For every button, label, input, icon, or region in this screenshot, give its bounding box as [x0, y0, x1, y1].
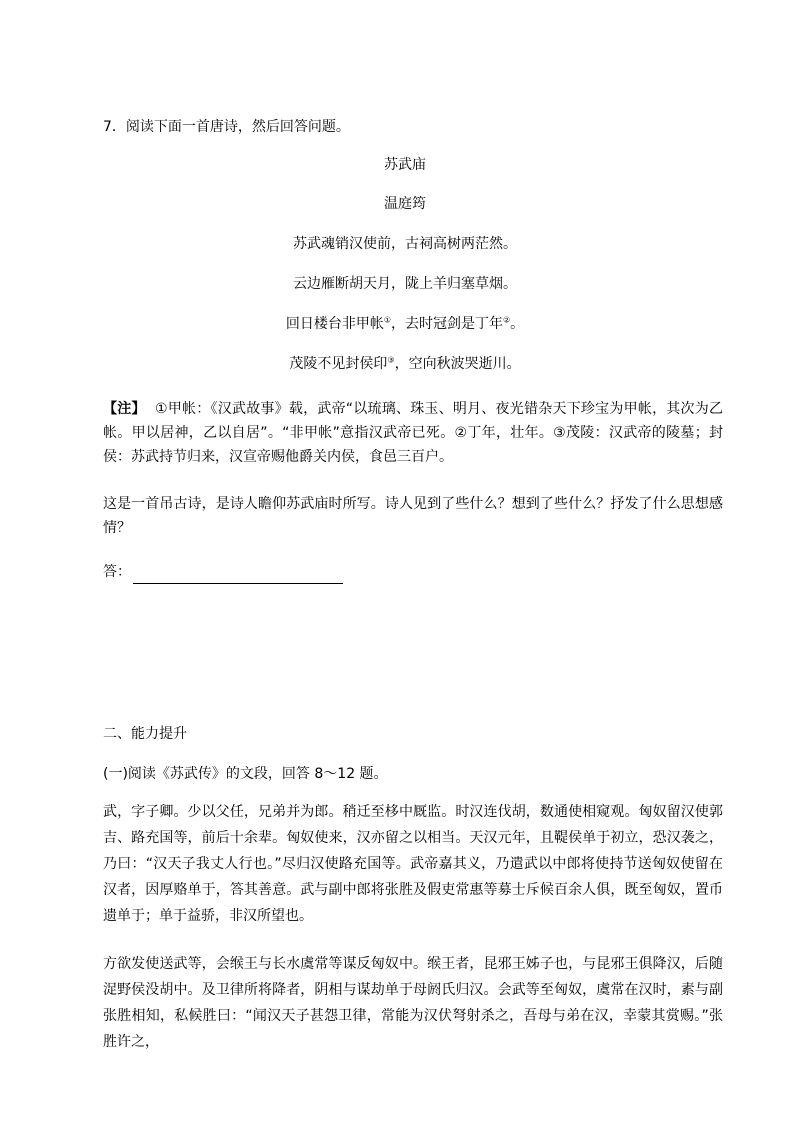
passage-paragraph-2: 方欲发使送武等，会缑王与长水虞常等谋反匈奴中。缑王者，昆邪王姊子也，与昆邪王俱降汉，后随浞野侯没胡中。及卫律所将降者，阴相与谋劫单于母阏氏归汉。会武等至匈奴，虞常在汉时，素与副张胜相知，私候胜曰：“闻汉天子甚怨卫律，常能为汉伏弩射杀之，吾母与弟在汉，幸蒙其赏赐。”张胜许之，: [103, 956, 723, 1050]
poem-line-1: [0, 234, 794, 254]
footnote-mark: ②: [503, 315, 511, 325]
poem-line-2: [0, 274, 794, 294]
poem-line-text: 回日楼台非甲帐: [285, 316, 384, 332]
question-7-text: 这是一首吊古诗，是诗人瞻仰苏武庙时所写。诗人见到了些什么？想到了些什么？抒发了什么思想感情？: [103, 496, 723, 536]
question-number: 7: [103, 119, 112, 135]
poem-title: 苏武庙: [384, 157, 426, 173]
section-heading: 二、能力提升: [103, 726, 187, 742]
answer-blank[interactable]: [133, 569, 343, 584]
sub-heading: (一)阅读《苏武传》的文段，回答 8～12 题。: [103, 766, 388, 782]
note-label: 【注】: [103, 401, 146, 417]
poem-line-text: ，去时冠剑是丁年: [391, 316, 503, 332]
question-prompt: ．阅读下面一首唐诗，然后回答问题。: [111, 119, 350, 135]
footnote-mark: ①: [383, 315, 391, 325]
answer-row: [103, 560, 723, 584]
poem-author: 温庭筠: [384, 196, 426, 212]
poem-notes: [103, 397, 723, 469]
footnote-mark: ③: [387, 355, 395, 365]
poem-line-4: [0, 354, 794, 374]
answer-label: 答：: [103, 564, 131, 580]
poem-line-text: ，空向秋波哭逝川。: [394, 356, 521, 372]
passage-paragraph-1: 武，字子卿。少以父任，兄弟并为郎。稍迁至栘中厩监。时汉连伐胡，数通使相窥观。匈奴留汉使郭吉、路充国等，前后十余辈。匈奴使来，汉亦留之以相当。天汉元年，且鞮侯单于初立，恐汉袭之，乃曰：“汉天子我丈人行也。”尽归汉使路充国等。武帝嘉其义，乃遣武以中郎将使持节送匈奴使留在汉者，因厚赂单于，答其善意。武与副中郎将张胜及假吏常惠等募士斥候百余人俱，既至匈奴，置币遗单于；单于益骄，非汉所望也。: [103, 804, 723, 924]
question-7-prompt: [103, 117, 350, 137]
poem-line-3: [0, 314, 794, 334]
poem-line-text: 茂陵不见封侯印: [289, 356, 388, 372]
poem-line-text: 。: [510, 316, 525, 332]
poem-line-text: 苏武魂销汉使前，古祠高树两茫然。: [293, 236, 517, 252]
note-text: ①甲帐：《汉武故事》载，武帝“以琉璃、珠玉、明月、夜光错杂天下珍宝为甲帐，其次为乙帐。甲以居神，乙以自居”。“非甲帐”意指汉武帝已死。②丁年，壮年。③茂陵：汉武帝的陵墓；封侯：苏武持节归来，汉宣帝赐他爵关内侯，食邑三百户。: [103, 401, 723, 465]
poem-line-text: 云边雁断胡天月，陇上羊归塞草烟。: [293, 276, 517, 292]
